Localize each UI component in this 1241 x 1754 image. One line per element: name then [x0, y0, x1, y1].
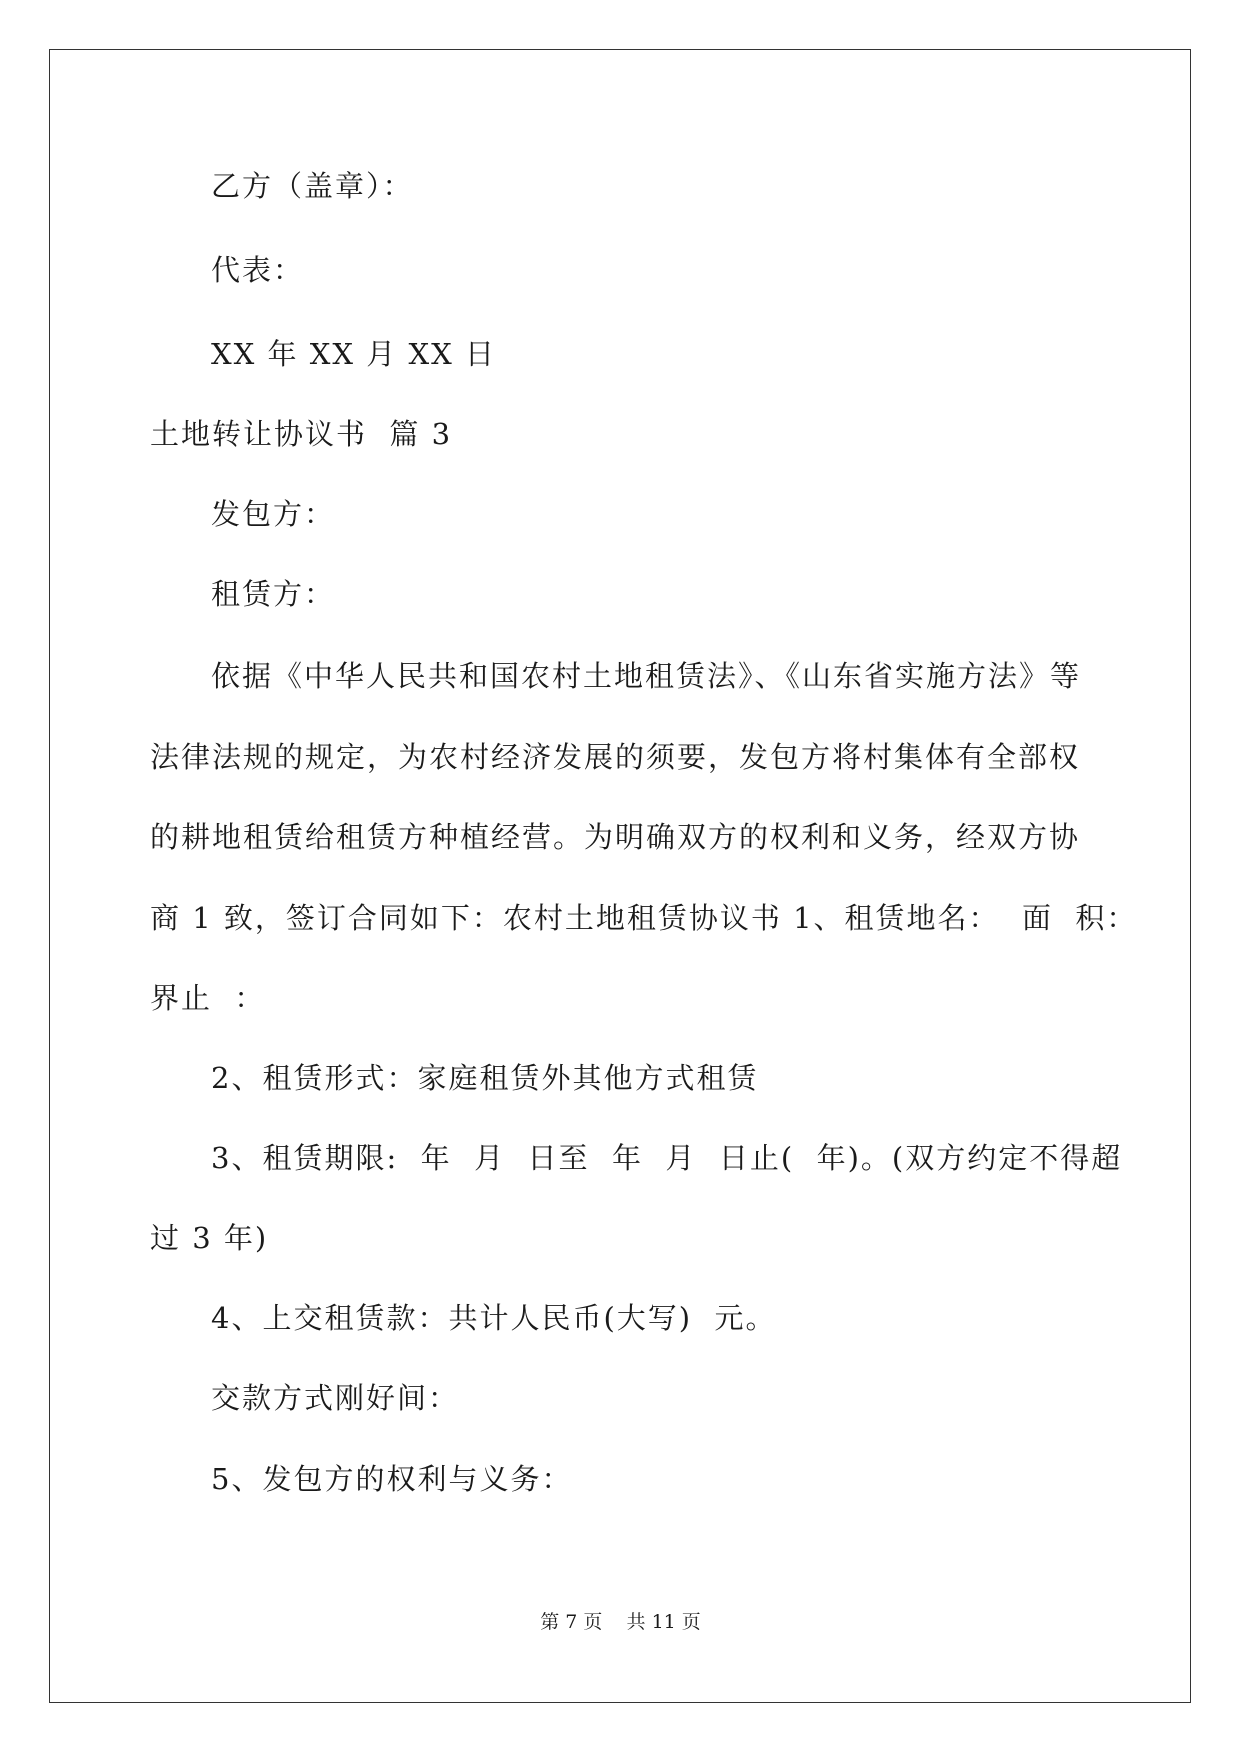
item-2-line: 2、租赁形式：家庭租赁外其他方式租赁 [211, 1061, 759, 1095]
intro-line-4: 商 1 致，签订合同如下：农村土地租赁协议书 1、租赁地名： 面 积： [150, 901, 1138, 935]
item-3-line-1: 3、租赁期限: 年 月 日至 年 月 日止( 年)。(双方约定不得超 [211, 1141, 1123, 1175]
date-line: XX 年 XX 月 XX 日 [211, 337, 496, 371]
intro-line-5: 界止 ： [150, 981, 266, 1015]
page-number-footer: 第 7 页 共 11 页 [540, 1611, 701, 1633]
lessee-line: 租赁方： [211, 577, 336, 611]
intro-line-2: 法律法规的规定，为农村经济发展的须要，发包方将村集体有全部权 [150, 740, 1081, 774]
contractor-line: 发包方： [211, 497, 336, 531]
item-3-line-2: 过 3 年) [150, 1221, 269, 1255]
item-4-line: 4、上交租赁款：共计人民币(大写) 元。 [211, 1301, 777, 1335]
intro-line-3: 的耕地租赁给租赁方种植经营。为明确双方的权利和义务，经双方协 [150, 820, 1081, 854]
representative-line: 代表： [211, 253, 305, 287]
page-border [49, 49, 1191, 1703]
intro-line-1: 依据《中华人民共和国农村土地租赁法》、《山东省实施方法》等 [211, 659, 1082, 693]
party-b-seal-line: 乙方（盖章）： [211, 169, 414, 203]
payment-time-line: 交款方式刚好间： [211, 1381, 460, 1415]
section-title: 土地转让协议书 篇 3 [150, 417, 453, 451]
item-5-line: 5、发包方的权利与义务： [211, 1462, 573, 1496]
